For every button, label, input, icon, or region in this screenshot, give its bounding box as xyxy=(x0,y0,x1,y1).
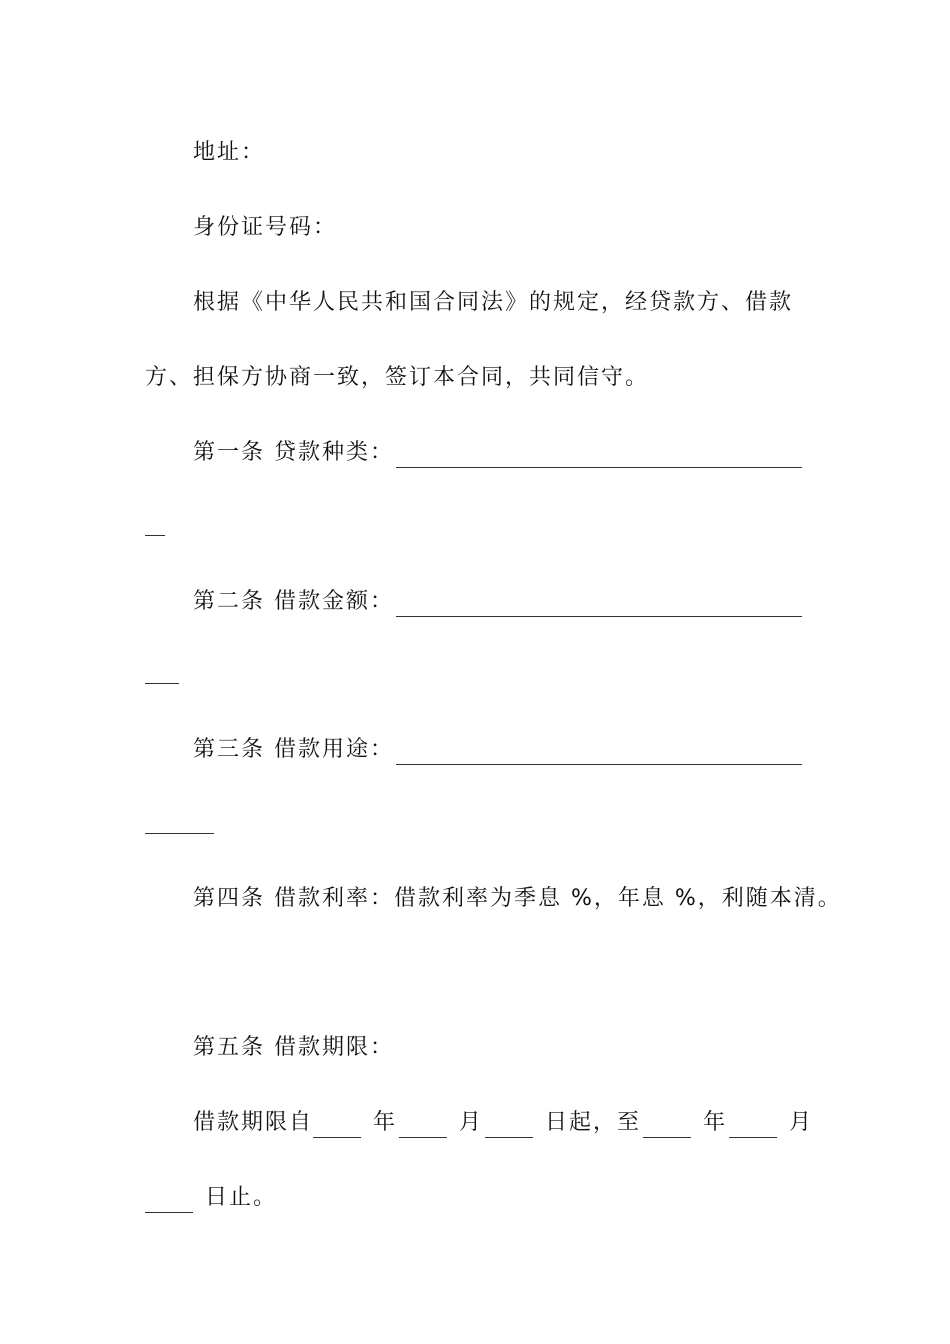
loan-amount-blank xyxy=(396,590,802,617)
start-day-blank xyxy=(485,1111,533,1138)
article-5-loan-term: 第五条 借款期限： xyxy=(193,1035,394,1060)
intro-paragraph-line-2: 方、担保方协商一致，签订本合同，共同信守。 xyxy=(145,365,650,390)
article-3-loan-purpose xyxy=(193,735,858,765)
id-number-label: 身份证号码： xyxy=(193,215,338,240)
address-label: 地址： xyxy=(193,140,266,165)
end-month-label: 月 xyxy=(789,1110,814,1135)
loan-term-period-line-1 xyxy=(193,1108,858,1138)
loan-type-blank xyxy=(396,441,802,468)
article-1-label: 第一条 贷款种类： xyxy=(193,440,394,465)
article-2-loan-amount xyxy=(193,587,858,617)
start-year-label: 年 xyxy=(373,1110,398,1135)
start-month-label: 月 xyxy=(459,1110,484,1135)
article-2-label: 第二条 借款金额： xyxy=(193,589,394,614)
end-year-label: 年 xyxy=(703,1110,728,1135)
loan-amount-blank-continuation xyxy=(145,683,179,684)
start-day-label: 日起，至 xyxy=(545,1110,642,1135)
loan-purpose-blank xyxy=(396,738,802,765)
loan-type-blank-continuation xyxy=(145,535,165,536)
end-day-blank xyxy=(145,1186,193,1213)
end-month-blank xyxy=(729,1111,777,1138)
article-1-loan-type xyxy=(193,438,858,468)
end-year-blank xyxy=(643,1111,691,1138)
term-prefix: 借款期限自 xyxy=(193,1110,314,1135)
article-3-label: 第三条 借款用途： xyxy=(193,737,394,762)
loan-term-period-line-2 xyxy=(145,1183,810,1213)
article-4-interest-rate: 第四条 借款利率：借款利率为季息 %，年息 %，利随本清。 xyxy=(193,886,842,911)
loan-purpose-blank-continuation xyxy=(145,833,214,834)
start-month-blank xyxy=(399,1111,447,1138)
start-year-blank xyxy=(313,1111,361,1138)
intro-paragraph-line-1: 根据《中华人民共和国合同法》的规定，经贷款方、借款 xyxy=(193,290,794,315)
end-day-label: 日止。 xyxy=(205,1185,278,1210)
